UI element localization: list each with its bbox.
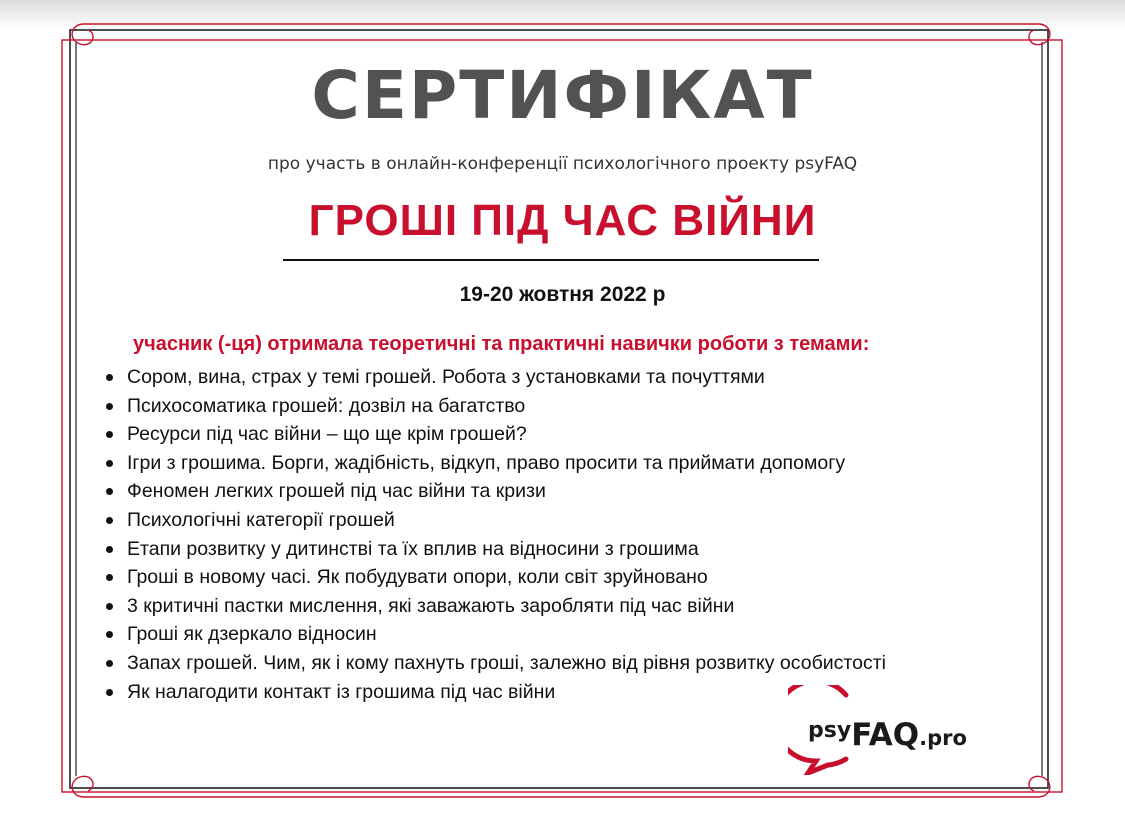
conference-date: 19-20 жовтня 2022 р xyxy=(459,283,666,306)
certificate-title: СЕРТИФІКАТ xyxy=(311,57,814,134)
conference-headline: ГРОШІ ПІД ЧАС ВІЙНИ xyxy=(308,196,817,245)
topic-item: Феномен легких грошей під час війни та кризи xyxy=(104,477,886,506)
corner-curl-top-left xyxy=(72,24,93,45)
topics-intro: учасник (-ця) отримала теоретичні та практичні навички роботи з темами: xyxy=(133,333,870,355)
topic-item: Сором, вина, страх у темі грошей. Робота з установками та почуттями xyxy=(104,363,886,392)
psyfaq-logo xyxy=(788,685,998,775)
topics-list xyxy=(104,363,886,706)
topic-item: Запах грошей. Чим, як і кому пахнуть гроші, залежно від рівня розвитку особистості xyxy=(104,649,886,678)
topic-item: Ігри з грошима. Борги, жадібність, відкуп, право просити та приймати допомогу xyxy=(104,449,886,478)
topic-item: Етапи розвитку у дитинстві та їх вплив на відносини з грошима xyxy=(104,535,886,564)
logo-psy: psy xyxy=(808,718,852,743)
certificate-subtitle: про участь в онлайн-конференції психологічного проекту psyFAQ xyxy=(267,154,858,174)
topic-item: Гроші як дзеркало відносин xyxy=(104,620,886,649)
corner-curl-bottom-left xyxy=(72,776,93,797)
topic-item: Як налагодити контакт із грошима під час війни xyxy=(104,678,886,707)
topic-item: Психологічні категорії грошей xyxy=(104,506,886,535)
topic-item: Гроші в новому часі. Як побудувати опори, коли світ зруйновано xyxy=(104,563,886,592)
corner-curl-top-right xyxy=(1029,24,1050,45)
topic-item: Психосоматика грошей: дозвіл на багатство xyxy=(104,392,886,421)
logo-faq: FAQ xyxy=(851,717,920,753)
corner-curl-bottom-right xyxy=(1029,776,1050,797)
topic-item: 3 критичні пастки мислення, які заважають заробляти під час війни xyxy=(104,592,886,621)
headline-divider xyxy=(283,259,819,261)
topic-item: Ресурси під час війни – що ще крім грошей? xyxy=(104,420,886,449)
logo-wordmark xyxy=(808,717,967,753)
logo-pro: .pro xyxy=(919,726,967,750)
